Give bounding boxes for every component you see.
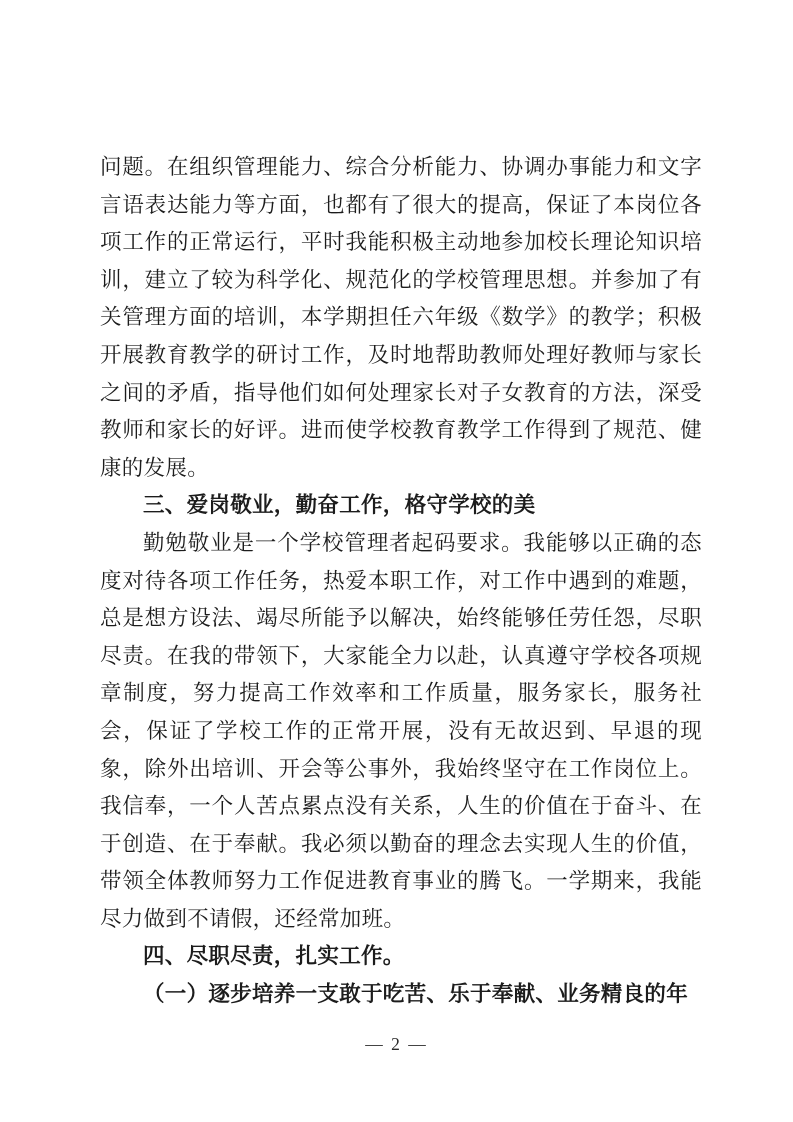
body-paragraph: 勤勉敬业是一个学校管理者起码要求。我能够以正确的态度对待各项工作任务，热爱本职工作，对工作中遇到的难题，总是想方设法、竭尽所能予以解决，始终能够任劳任怨，尽职尽责。在我的带领下，大家能全力以赴，认真遵守学校各项规章制度，努力提高工作效率和工作质量，服务家长，服务社会，保证了学校工作的正常开展，没有无故迟到、早退的现象，除外出培训、开会等公事外，我始终坚守在工作岗位上。我信奉，一个人苦点累点没有关系，人生的价值在于奋斗、在于创造、在于奉献。我必须以勤奋的理念去实现人生的价值，带领全体教师努力工作促进教育事业的腾飞。一学期来，我能尽力做到不请假，还经常加班。	[100, 530, 702, 931]
page-number: — 2 —	[365, 1034, 428, 1054]
subsection-heading-one: （一）逐步培养一支敢于吃苦、乐于奉献、业务精良的年	[143, 982, 689, 1007]
body-paragraph-continued: 问题。在组织管理能力、综合分析能力、协调办事能力和文字言语表达能力等方面，也都有了很大的提高，保证了本岗位各项工作的正常运行，平时我能积极主动地参加校长理论知识培训，建立了较为科学化、规范化的学校管理思想。并参加了有关管理方面的培训，本学期担任六年级《数学》的教学；积极开展教育教学的研讨工作，及时地帮助教师处理好教师与家长之间的矛盾，指导他们如何处理家长对子女教育的方法，深受教师和家长的好评。进而使学校教育教学工作得到了规范、健康的发展。	[100, 155, 702, 480]
document-body	[100, 149, 702, 1014]
section-heading-three: 三、爱岗敬业，勤奋工作，格守学校的美	[143, 493, 536, 518]
section-heading-four: 四、尽职尽责，扎实工作。	[143, 944, 405, 969]
